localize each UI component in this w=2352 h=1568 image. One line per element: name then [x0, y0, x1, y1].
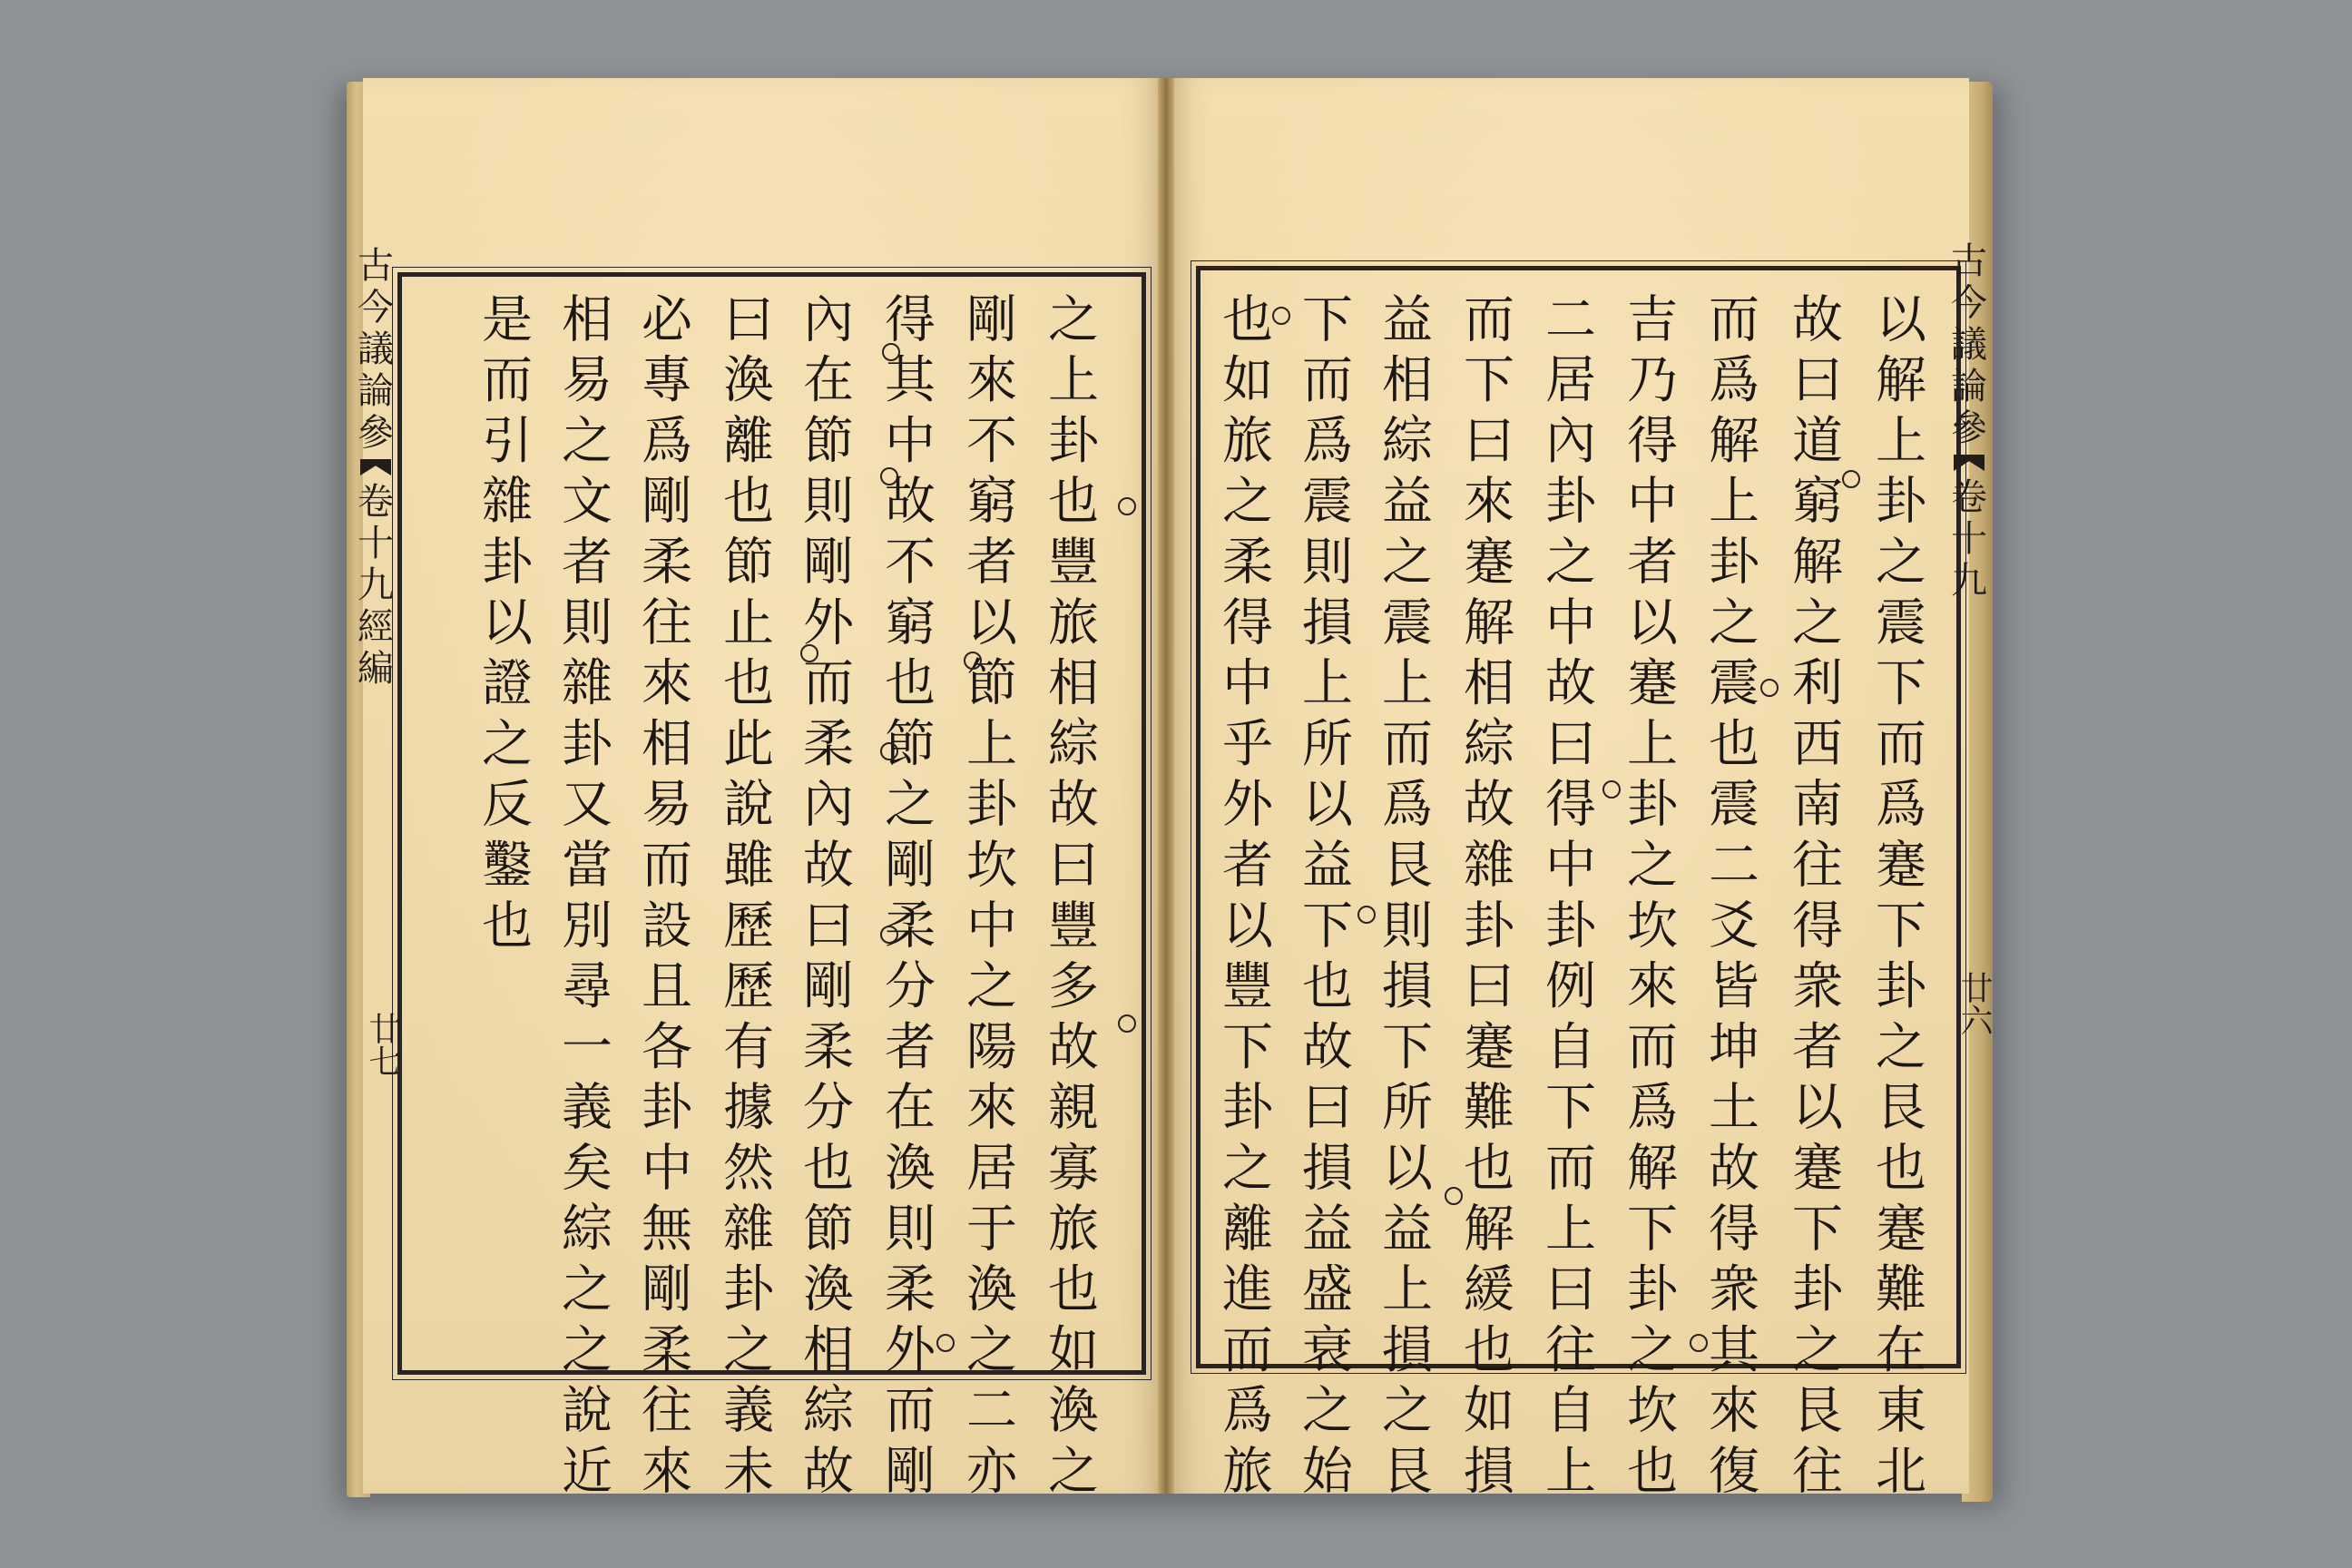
text-column: 相易之文者則雜卦又當別尋一義矣綜之之說近	[554, 292, 612, 1504]
punctuation-circle	[880, 742, 898, 760]
text-column: 二居內卦之中故曰得中卦例自下而上曰往自上	[1537, 292, 1596, 1504]
text-column: 而下曰來蹇解相綜故雜卦曰蹇難也解緩也如損	[1455, 292, 1514, 1504]
text-column: 剛來不窮者以節上卦坎中之陽來居于渙之二亦	[958, 292, 1017, 1504]
text-column: 之上卦也豐旅相綜故曰豐多故親寡旅也如渙之	[1040, 292, 1099, 1504]
banxin-char: 論	[358, 370, 394, 412]
banxin-char: 參	[358, 412, 394, 454]
book-gutter	[1158, 78, 1174, 1494]
text-column: 內在節則剛外而柔內故曰剛柔分也節渙相綜故	[795, 292, 854, 1504]
punctuation-circle	[964, 652, 982, 670]
banxin-char: 卷	[358, 481, 394, 523]
right-folio-number: 廿六	[1955, 971, 1993, 1036]
punctuation-circle	[1690, 1334, 1708, 1352]
banxin-char: 九	[1951, 560, 1987, 602]
banxin-char: 古	[1951, 240, 1987, 282]
banxin-char: 議	[1951, 324, 1987, 366]
punctuation-circle	[882, 343, 900, 361]
punctuation-circle	[936, 1334, 955, 1352]
text-column: 曰渙離也節止也此說雖歷歷有據然雜卦之義未	[715, 292, 774, 1504]
text-column: 下而爲震則損上所以益下也故曰損益盛衰之始	[1294, 292, 1353, 1504]
banxin-char: 卷	[1951, 476, 1987, 518]
punctuation-circle	[800, 644, 818, 662]
left-folio-number: 廿七	[364, 1012, 401, 1077]
punctuation-circle	[880, 467, 898, 485]
punctuation-circle	[1118, 1014, 1136, 1033]
banxin-char: 十	[358, 523, 394, 564]
banxin-char: 論	[1951, 366, 1987, 407]
text-column: 得其中故不窮也節之剛柔分者在渙則柔外而剛	[877, 292, 936, 1504]
banxin-char: 今	[358, 287, 394, 328]
text-column: 吉乃得中者以蹇上卦之坎來而爲解下卦之坎也	[1619, 292, 1678, 1504]
banxin-char: 編	[358, 648, 394, 690]
text-column: 是而引雜卦以證之反鑿也	[474, 292, 533, 959]
text-column: 故曰道窮解之利西南往得衆者以蹇下卦之艮往	[1784, 292, 1843, 1504]
banxin-char: 九	[358, 564, 394, 606]
text-column: 益相綜益之震上而爲艮則損下所以益上損之艮	[1374, 292, 1433, 1504]
text-column: 以解上卦之震下而爲蹇下卦之艮也蹇難在東北	[1867, 292, 1926, 1504]
fish-tail-mark	[360, 459, 391, 475]
punctuation-circle	[1760, 679, 1779, 697]
punctuation-circle	[1272, 307, 1290, 325]
left-banxin	[356, 245, 396, 690]
punctuation-circle	[1357, 906, 1376, 924]
text-column: 也如旅之柔得中乎外者以豐下卦之離進而爲旅	[1214, 292, 1273, 1504]
punctuation-circle	[1118, 497, 1136, 515]
punctuation-circle	[880, 926, 898, 944]
banxin-char: 今	[1951, 282, 1987, 324]
text-column: 必專爲剛柔往來相易而設且各卦中無剛柔往來	[633, 292, 692, 1504]
right-banxin	[1949, 240, 1989, 602]
banxin-char: 十	[1951, 518, 1987, 560]
punctuation-circle	[1842, 470, 1860, 488]
banxin-char: 參	[1951, 407, 1987, 449]
text-column: 而爲解上卦之震也震二爻皆坤土故得衆其來復	[1700, 292, 1759, 1504]
banxin-char: 議	[358, 328, 394, 370]
banxin-char: 古	[358, 245, 394, 287]
punctuation-circle	[1445, 1187, 1463, 1205]
banxin-char: 經	[358, 606, 394, 648]
fish-tail-mark	[1954, 455, 1984, 471]
punctuation-circle	[1602, 780, 1621, 799]
